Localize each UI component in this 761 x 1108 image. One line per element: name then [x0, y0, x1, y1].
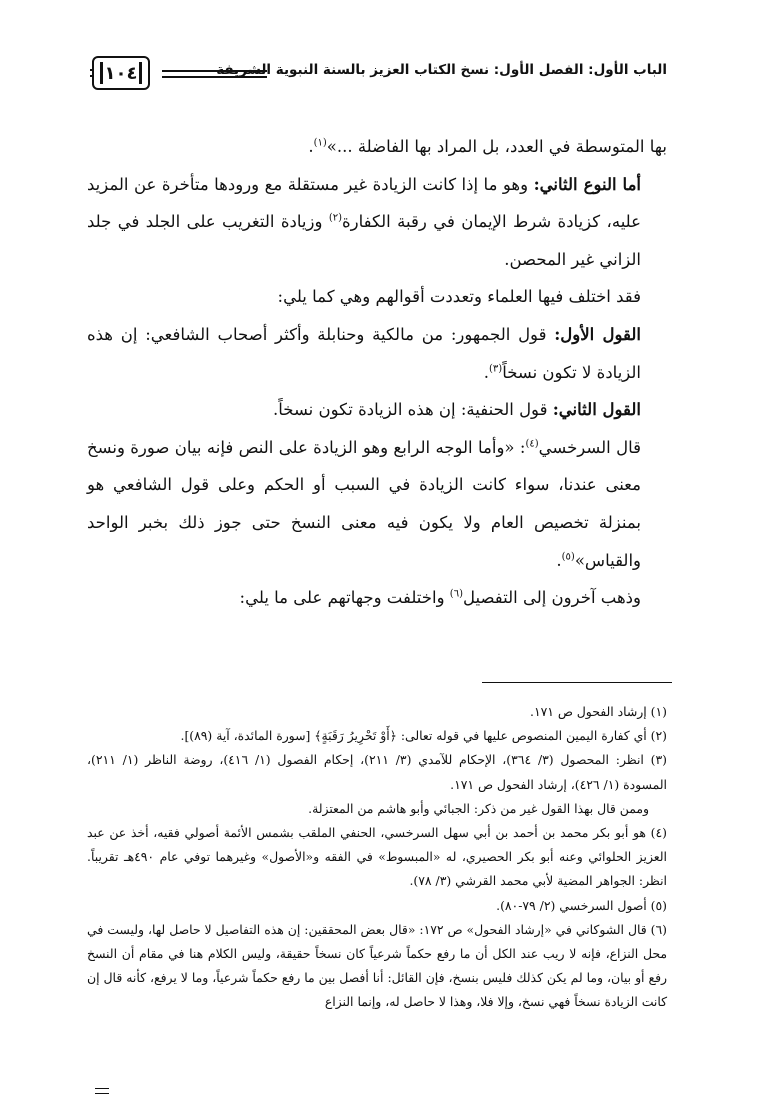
paragraph: بها المتوسطة في العدد، بل المراد بها الفاضلة ...»$^{(١)}$.	[308, 137, 667, 156]
page-number-value: ١٠٤	[104, 62, 138, 84]
term-heading: أما النوع الثاني:	[533, 174, 642, 194]
paragraph: وذهب آخرون إلى التفصيل$^{(٦)}$ واختلفت وجهاتهم على ما يلي:	[239, 588, 641, 608]
footnote-ref[interactable]: (٥)	[561, 551, 575, 563]
chapter-title: الباب الأول: الفصل الأول: نسخ الكتاب العزيز بالسنة النبوية الشريفة	[216, 62, 667, 78]
term-heading: القول الأول:	[554, 324, 641, 344]
footnote: (٤) هو أبو بكر محمد بن أحمد بن أبي سهل السرخسي، الحنفي الملقب بشمس الأئمة أصولي فقيه، أخذ عن عبد العزيز الحلوائي وعنه أبو بكر الحصيري، له «المبسوط» في الفقه و«الأصول» وغيرهما توفي عام ٤٩٠هـ تقريباً. انظر: الجواهر المضية لأبي محمد القرشي (٣/ ٧٨).	[87, 825, 667, 889]
running-header	[92, 56, 667, 90]
paragraph: فقد اختلف فيها العلماء وتعددت أقوالهم وهي كما يلي:	[277, 287, 641, 307]
footnote-note: وممن قال بهذا القول غير من ذكر: الجبائي وأبو هاشم من المعتزلة.	[308, 800, 649, 816]
paragraph: أما النوع الثاني: وهو ما إذا كانت الزيادة غير مستقلة مع ورودها متأخرة عن المزيد عليه، كزيادة شرط الإيمان في رقبة الكفارة$^{(٢)}$ وزيادة التغريب على الجلد في جلد الزاني غير المحصن.	[87, 174, 642, 269]
page-number	[92, 56, 150, 90]
header-rule	[162, 70, 267, 78]
footnote-ref[interactable]: (١)	[313, 137, 327, 149]
footnote-ref[interactable]: (٣)	[489, 363, 503, 375]
footnote: (٦) قال الشوكاني في «إرشاد الفحول» ص ١٧٢: «قال بعض المحققين: إن هذه التفاصيل لا حاصل لها، وليست في محل النزاع، فإنه لا ريب عند الكل أن ما رفع حكماً شرعياً كان نسخاً حقيقة، وليس الكلام هنا في مقام أن النسخ رفع أو بيان، وما لم يكن كذلك فليس بنسخ، فإن القائل: أنا أفصل بين ما رفع حكماً شرعياً، وما لا يرفع، كأنه قال إن كانت الزيادة نسخاً فهي نسخ، وإلا فلا، وهذا لا حاصل له، وإنما النزاع	[87, 921, 668, 1010]
footnote: (١) إرشاد الفحول ص ١٧١.	[530, 704, 667, 719]
footnote-ref[interactable]: (٦)	[449, 588, 463, 600]
footnote: (٣) انظر: المحصول (٣/ ٣٦٤)، الإحكام للآمدي (٣/ ٢١١)، إحكام الفصول (١/ ٤١٦)، روضة الناظر (١/ ٢١١)، المسودة (١/ ٤٢٦)، إرشاد الفحول ص ١٧١.	[87, 752, 667, 792]
paragraph: القول الثاني: قول الحنفية: إن هذه الزيادة تكون نسخاً.	[273, 400, 641, 420]
footnotes	[87, 700, 667, 1015]
footnote-ref[interactable]: (٤)	[525, 438, 539, 450]
footnote-ref[interactable]: (٢)	[328, 212, 343, 224]
footnote: (٥) أصول السرخسي (٢/ ٧٩-٨٠).	[496, 897, 667, 913]
paragraph: القول الأول: قول الجمهور: من مالكية وحنابلة وأكثر أصحاب الشافعي: إن هذه الزيادة لا تكون نسخاً$^{(٣)}$.	[87, 324, 641, 382]
main-text	[87, 128, 667, 617]
continuation-mark	[95, 1088, 109, 1094]
paragraph: قال السرخسي$^{(٤)}$: «وأما الوجه الرابع وهو الزيادة على النص فإنه بيان صورة ونسخ معنى عندنا، سواء كانت الزيادة في السبب أو الحكم وعلى قول الشافعي هو بمنزلة تخصيص العام ولا يكون فيه معنى النسخ حتى جوز ذلك بخبر الواحد والقياس»$^{(٥)}$.	[87, 437, 641, 570]
footnote-separator	[482, 682, 672, 683]
footnote: (٢) أي كفارة اليمين المنصوص عليها في قوله تعالى: ﴿أَوْ تَحْرِيرُ رَقَبَةٍ﴾ [سورة المائدة، آية (٨٩)].	[180, 728, 667, 744]
term-heading: القول الثاني:	[552, 400, 641, 420]
